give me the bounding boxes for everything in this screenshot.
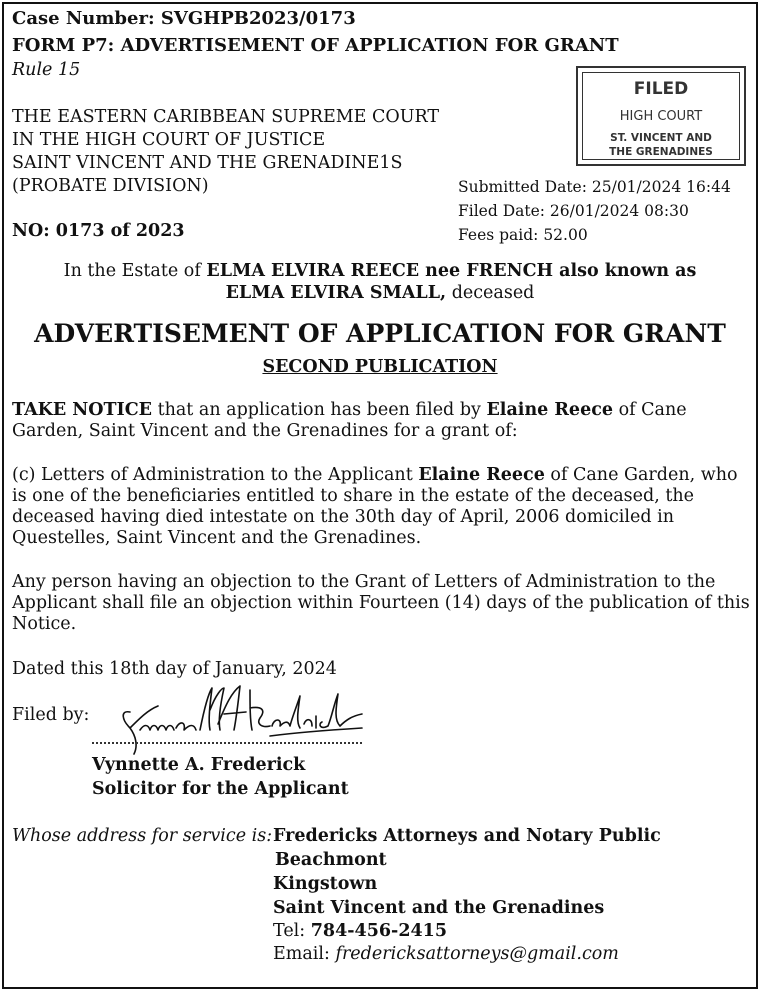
estate-line-1: In the Estate of ELMA ELVIRA REECE nee FRENCH also known as <box>63 261 697 281</box>
page-title: ADVERTISEMENT OF APPLICATION FOR GRANT <box>34 319 726 348</box>
filed-by-label: Filed by: <box>12 705 90 725</box>
estate-line-2: ELMA ELVIRA SMALL, deceased <box>225 283 535 303</box>
dated-line: Dated this 18th day of January, 2024 <box>12 659 337 679</box>
signature-image <box>100 680 370 760</box>
take-notice-paragraph: TAKE NOTICE that an application has been filed by Elaine Reece of Cane Garden, Saint Vincent and the Grenadines for a grant of: <box>12 400 687 441</box>
submitted-date: Submitted Date: 25/01/2024 16:44 <box>458 178 731 196</box>
address-line-3: Kingstown <box>273 874 378 894</box>
rule-reference: Rule 15 <box>12 60 81 80</box>
address-line-2: Beachmont <box>275 850 387 870</box>
stamp-filed: FILED <box>633 79 689 99</box>
court-line-2: IN THE HIGH COURT OF JUSTICE <box>12 130 326 150</box>
filed-date: Filed Date: 26/01/2024 08:30 <box>458 202 689 220</box>
case-no: NO: 0173 of 2023 <box>12 221 185 241</box>
subtitle: SECOND PUBLICATION <box>262 357 498 377</box>
firm-name: Fredericks Attorneys and Notary Public <box>273 826 661 846</box>
solicitor-name: Vynnette A. Frederick <box>92 755 306 775</box>
address-label: Whose address for service is: <box>12 826 273 846</box>
court-line-4: (PROBATE DIVISION) <box>12 176 209 196</box>
solicitor-role: Solicitor for the Applicant <box>92 779 349 799</box>
filed-stamp <box>576 66 746 166</box>
stamp-place-1: ST. VINCENT AND <box>610 132 712 144</box>
email: Email: fredericksattorneys@gmail.com <box>273 944 619 964</box>
court-line-3: SAINT VINCENT AND THE GRENADINE1S <box>12 153 403 173</box>
form-title: FORM P7: ADVERTISEMENT OF APPLICATION FOR GRANT <box>12 35 619 56</box>
stamp-court: HIGH COURT <box>619 109 703 124</box>
case-number: Case Number: SVGHPB2023/0173 <box>12 8 356 29</box>
address-line-4: Saint Vincent and the Grenadines <box>273 898 605 918</box>
signature-line <box>92 742 362 744</box>
telephone: Tel: 784-456-2415 <box>273 921 448 941</box>
grant-paragraph: (c) Letters of Administration to the Applicant Elaine Reece of Cane Garden, who is one of the beneficiaries entitled to share in the estate of the deceased, the deceased having died intestate on the 30th day of April, 2006 domiciled in Questelles, Saint Vincent and the Grenadines. <box>12 465 738 548</box>
stamp-place-2: THE GRENADINES <box>609 146 713 158</box>
objection-paragraph: Any person having an objection to the Grant of Letters of Administration to the Applicant shall file an objection within Fourteen (14) days of the publication of this Notice. <box>12 572 750 634</box>
court-line-1: THE EASTERN CARIBBEAN SUPREME COURT <box>12 107 440 127</box>
fees-paid: Fees paid: 52.00 <box>458 226 588 244</box>
